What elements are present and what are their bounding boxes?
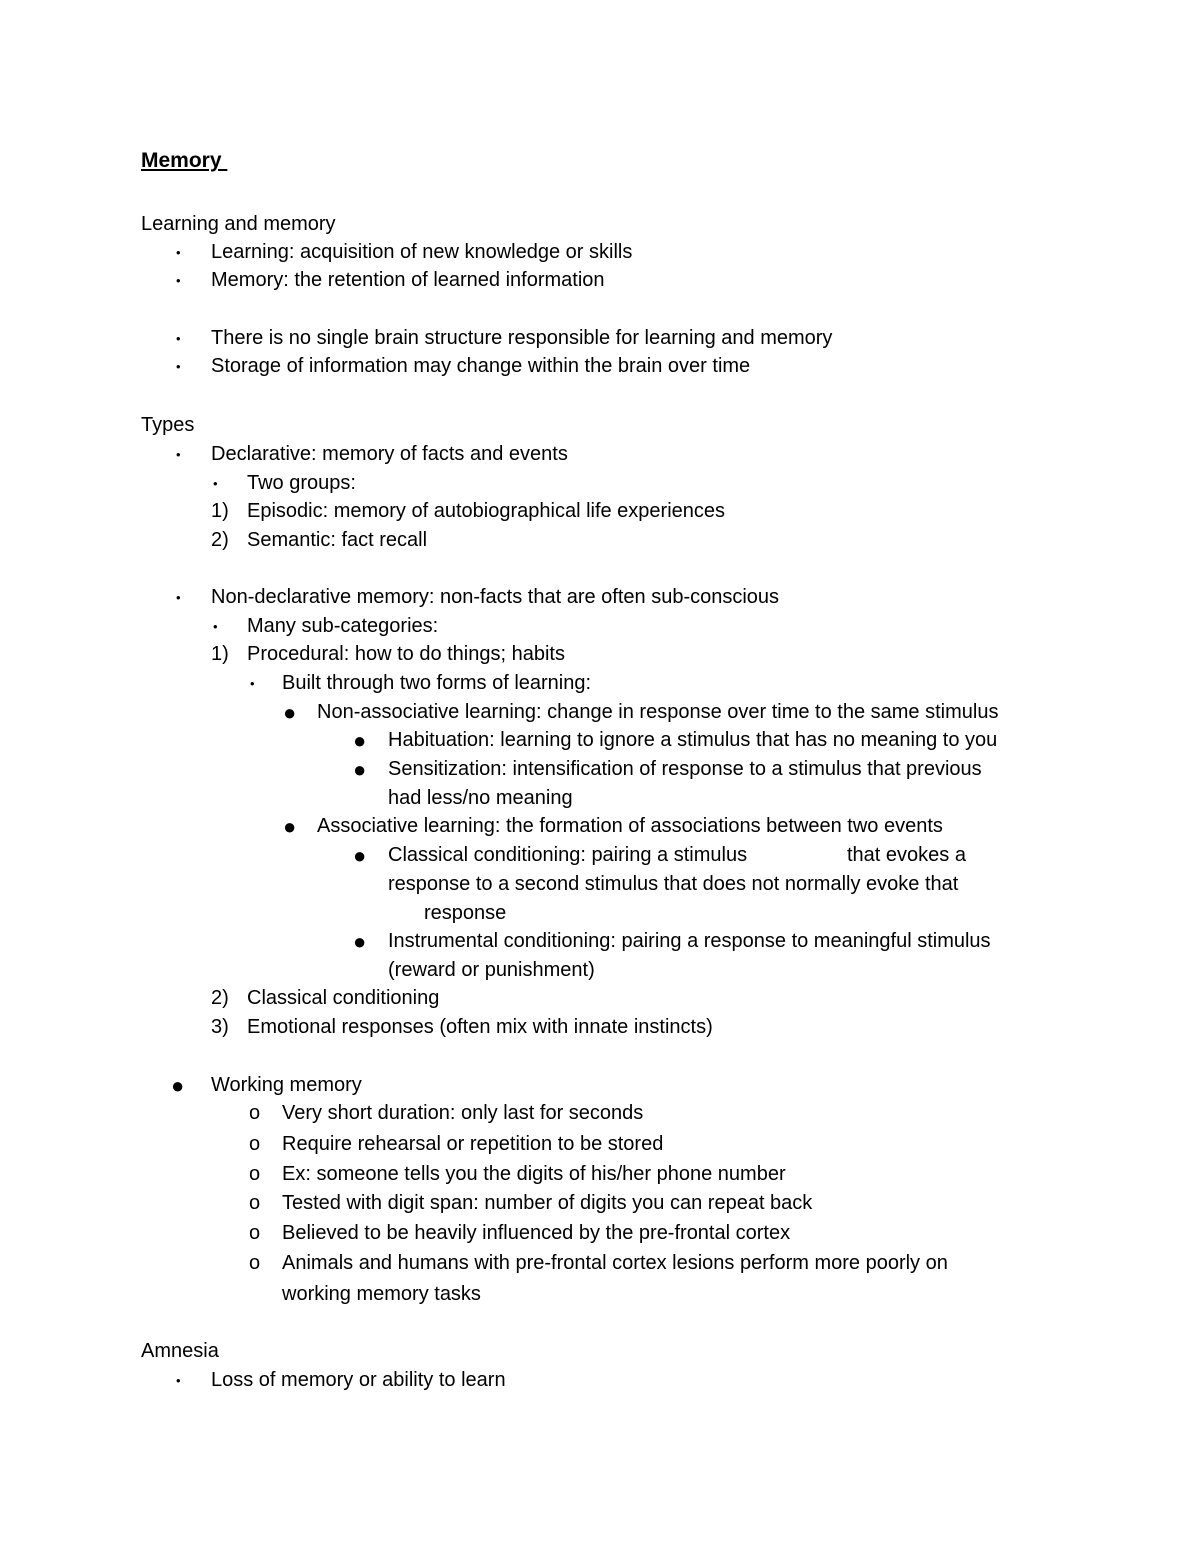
bullet-icon: ●	[283, 814, 297, 839]
circle-bullet-icon: o	[249, 1163, 261, 1185]
list-item-continuation: (reward or punishment)	[388, 959, 595, 981]
list-item: Associative learning: the formation of associations between two events	[317, 815, 943, 837]
list-item: Loss of memory or ability to learn	[211, 1369, 506, 1391]
list-item: Non-declarative memory: non-facts that are often sub-conscious	[211, 586, 780, 608]
bullet-icon: •	[213, 619, 218, 634]
list-item: Declarative: memory of facts and events	[211, 443, 568, 465]
list-number: 2)	[211, 529, 229, 551]
list-item: Animals and humans with pre-frontal cortex lesions perform more poorly on	[282, 1252, 948, 1274]
list-item: Very short duration: only last for seconds	[282, 1102, 644, 1124]
list-item: Ex: someone tells you the digits of his/her phone number	[282, 1163, 786, 1185]
page-title: Memory	[141, 149, 228, 172]
list-item: Memory: the retention of learned information	[211, 269, 605, 291]
list-item: Learning: acquisition of new knowledge or skills	[211, 241, 633, 263]
list-item: Episodic: memory of autobiographical life experiences	[247, 500, 726, 522]
list-item: Classical conditioning: pairing a stimulus	[388, 844, 748, 866]
list-item: Semantic: fact recall	[247, 529, 428, 551]
list-item: Instrumental conditioning: pairing a response to meaningful stimulus	[388, 930, 991, 952]
list-item: There is no single brain structure responsible for learning and memory	[211, 327, 833, 349]
list-item: Require rehearsal or repetition to be stored	[282, 1133, 664, 1155]
bullet-icon: •	[176, 590, 181, 605]
list-item-continuation: working memory tasks	[282, 1283, 481, 1305]
circle-bullet-icon: o	[249, 1222, 261, 1244]
list-item: Classical conditioning	[247, 987, 440, 1009]
circle-bullet-icon: o	[249, 1192, 261, 1214]
bullet-icon: •	[176, 447, 181, 462]
list-item-fragment: that evokes a	[847, 844, 966, 866]
bullet-icon: ●	[353, 929, 367, 954]
list-item: Storage of information may change within the brain over time	[211, 355, 751, 377]
bullet-icon: ●	[353, 843, 367, 868]
list-number: 1)	[211, 500, 229, 522]
circle-bullet-icon: o	[249, 1252, 261, 1274]
list-item: Working memory	[211, 1074, 362, 1096]
list-item: Procedural: how to do things; habits	[247, 643, 565, 665]
bullet-icon: •	[176, 1373, 181, 1388]
bullet-icon: •	[176, 359, 181, 374]
list-item: Sensitization: intensification of response to a stimulus that previous	[388, 758, 982, 780]
circle-bullet-icon: o	[249, 1102, 261, 1124]
bullet-icon: ●	[353, 757, 367, 782]
list-number: 3)	[211, 1016, 229, 1038]
list-item-continuation: response	[424, 902, 507, 924]
bullet-icon: •	[176, 273, 181, 288]
list-item: Built through two forms of learning:	[282, 672, 592, 694]
bullet-icon: ●	[283, 700, 297, 725]
section-heading-learning: Learning and memory	[141, 213, 336, 235]
list-item-continuation: response to a second stimulus that does not normally evoke that	[388, 873, 959, 895]
bullet-icon: •	[176, 331, 181, 346]
bullet-icon: •	[213, 476, 218, 491]
list-item: Two groups:	[247, 472, 356, 494]
list-item: Emotional responses (often mix with innate instincts)	[247, 1016, 713, 1038]
bullet-icon: ●	[171, 1073, 185, 1098]
list-item: Non-associative learning: change in response over time to the same stimulus	[317, 701, 999, 723]
list-item: Many sub-categories:	[247, 615, 439, 637]
section-heading-types: Types	[141, 414, 195, 436]
list-item-continuation: had less/no meaning	[388, 787, 573, 809]
circle-bullet-icon: o	[249, 1133, 261, 1155]
list-number: 1)	[211, 643, 229, 665]
list-item: Tested with digit span: number of digits you can repeat back	[282, 1192, 813, 1214]
bullet-icon: •	[250, 676, 255, 691]
section-heading-amnesia: Amnesia	[141, 1340, 219, 1362]
bullet-icon: ●	[353, 728, 367, 753]
list-item: Habituation: learning to ignore a stimulus that has no meaning to you	[388, 729, 998, 751]
bullet-icon: •	[176, 245, 181, 260]
list-item: Believed to be heavily influenced by the pre-frontal cortex	[282, 1222, 791, 1244]
list-number: 2)	[211, 987, 229, 1009]
